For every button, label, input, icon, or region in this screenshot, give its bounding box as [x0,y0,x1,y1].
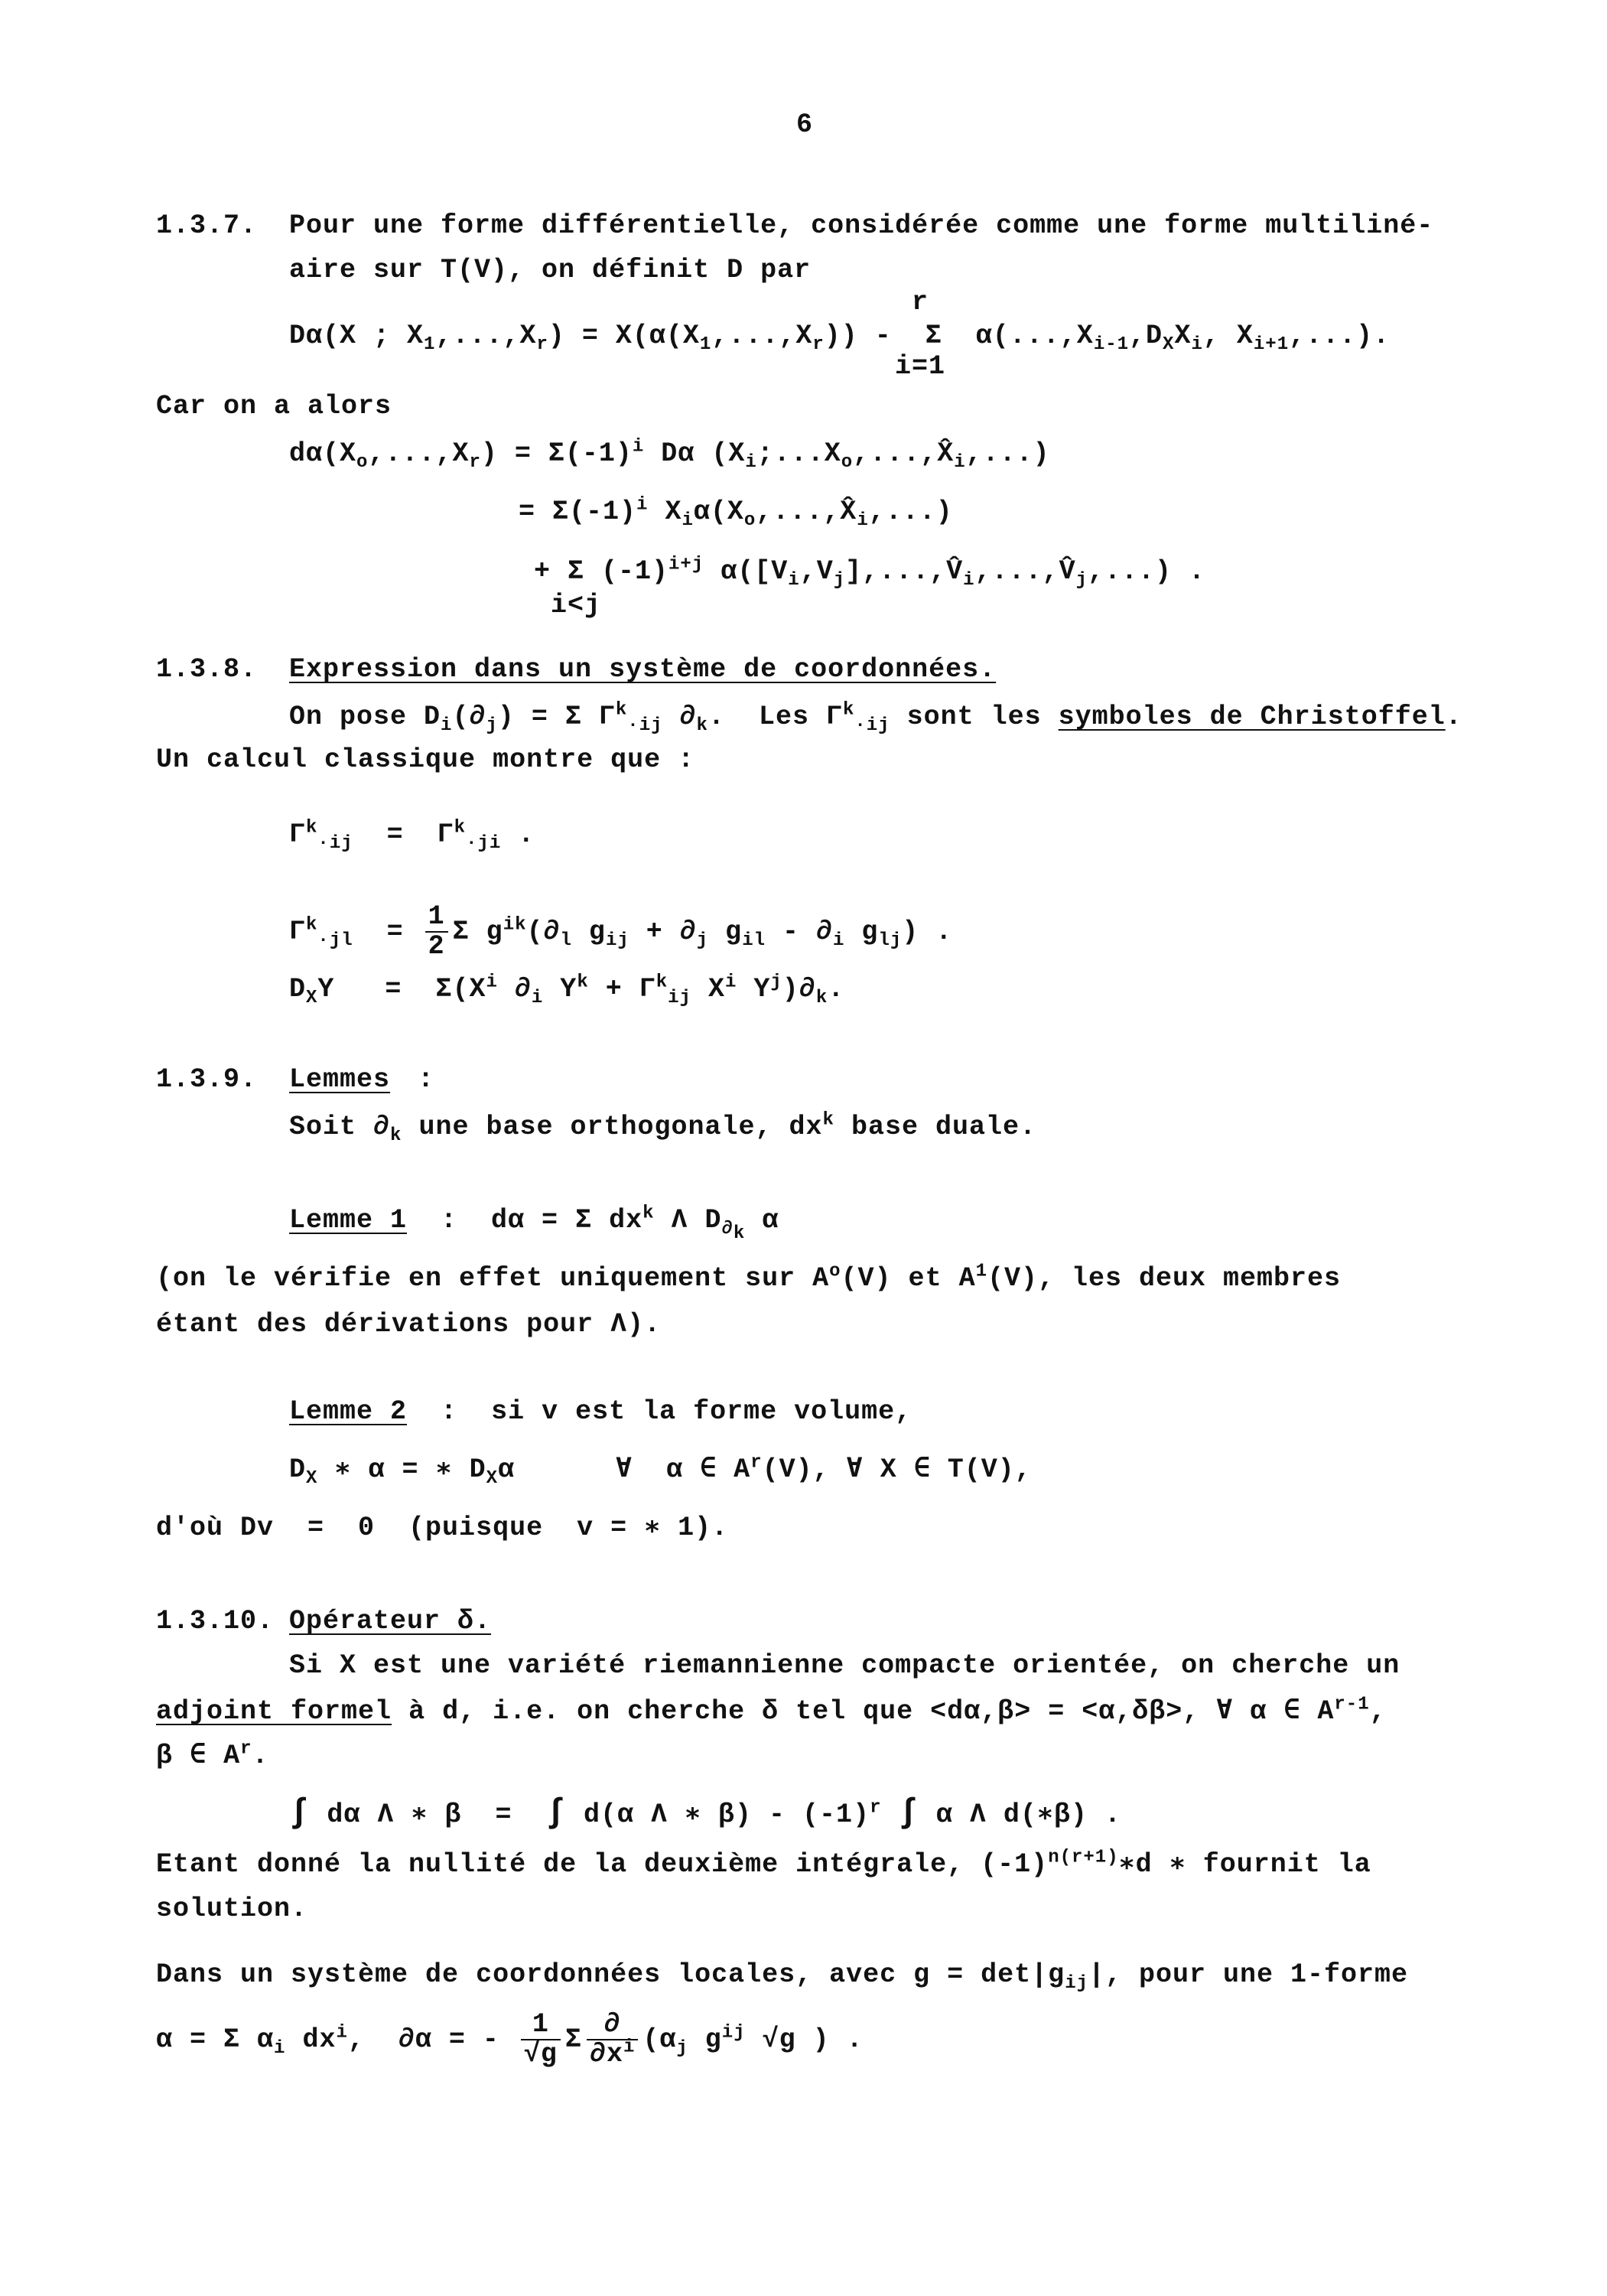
sum-upper-r: r [912,287,929,318]
solution-word: solution. [156,1894,308,1924]
codifferential-formula: α = Σ $\alpha_i$ $dx^i$, ∂α = - $\frac{1}{√g}$ Σ $\frac{\partial}{\partial x^i}$ ($\alpha_j$ $g^{ij}$ √g ) . [156,2009,864,2070]
section-1-3-9-title: Lemmes [289,1064,391,1095]
christoffel-definition: On pose $D_i(\partial_j) = \Sigma$ $\Gamma^k_{\cdot ij}$ $\partial_k$. Les $\Gamma^k_{\cdot ij}$ sont les symboles de Christoffel. [289,699,1462,736]
adjoint-formel-term: adjoint formel [156,1696,392,1727]
section-1-3-9-number: 1.3.9. [156,1064,258,1095]
section-1-3-8-title: Expression dans un système de coordonnées. [289,654,997,685]
orthogonal-basis-line: Soit $\partial_k$ une base orthogonale, $dx^k$ base duale. [289,1109,1036,1146]
page-number: 6 [796,109,814,140]
section-1-3-10-line-1: Si X est une variété riemannienne compacte orientée, on cherche un [289,1650,1400,1681]
lemme-2-label: Lemme 2 [289,1396,408,1427]
section-1-3-7-line-2: aire sur T(V), on définit D par [289,255,812,285]
hodge-commutation: $D_X$ ∗ α = ∗ $D_X\alpha$ ∀ α ∈ $A^r(V)$, ∀ X ∈ T(V), [289,1452,1032,1489]
section-1-3-7-number: 1.3.7. [156,210,258,241]
adjoint-line: adjoint formel à d, i.e. on cherche δ tel que <dα,β> = <α,δβ>, ∀ α ∈ $A^{r-1}$, [156,1694,1387,1727]
etant-end: ∗d ∗ fournit la [1118,1849,1371,1880]
sum-lower-i-less-j: i<j [551,590,602,620]
etant-donne-line: Etant donné la nullité de la deuxième intégrale, $(-1)^{n(r+1)}∗d$ ∗ fournit la [156,1847,1371,1880]
christoffel-symbols-term: symboles de Christoffel [1058,702,1446,732]
lemme-2-text: si v est la forme volume, [491,1396,912,1427]
covariant-derivative-formula: $D_XY = \Sigma(X^i$ $\partial_i$ $Y^k + \Gamma^k_{ij}$ $X^i$ $Y^j)\partial_k$. [289,972,845,1008]
local-coordinates-line: Dans un système de coordonnées locales, avec $g = \det|g_{ij}|$, pour une 1-forme [156,1959,1409,1994]
lemme-1-label: Lemme 1 [289,1205,408,1236]
section-1-3-8-number: 1.3.8. [156,654,258,685]
lemme-1-note-line-1: (on le vérifie en effet uniquement sur $A^o(V)$ et $A^1(V)$, les deux membres [156,1261,1342,1294]
equation-D-alpha: Dα(X ; $X_1,...,X_r) = X(\alpha(X_1,...,X_r)) - \Sigma$ $\alpha(...,X_{i-1},D_XX_i$, $X_{i+1}$,...). [289,321,1391,355]
lemme-1-note-line-2: étant des dérivations pour Λ). [156,1309,662,1340]
lemme-1-line: Lemme 1 : dα = Σ $dx^k$ Λ $D_{\partial_k}$ α [289,1203,779,1244]
section-1-3-7-line-1: Pour une forme différentielle, considérée comme une forme multiliné- [289,210,1434,241]
gamma-symmetry: $\Gamma^k_{\cdot ij} = \Gamma^k_{\cdot ji}$ . [289,817,535,854]
beta-in-Ar: β ∈ $A^r$. [156,1738,269,1771]
section-1-3-10-number: 1.3.10. [156,1606,275,1637]
sum-lower-i1: i=1 [895,351,946,382]
equation-d-alpha-1: $d\alpha(X_o,...,X_r) = \Sigma(-1)^i$ Dα $(X_i;...X_o,...,X̂_i,...)$ [289,436,1050,473]
section-1-3-10-title: Opérateur δ. [289,1606,492,1637]
integration-by-parts: ∫ dα Λ ∗ β = ∫ d(α Λ ∗ $\beta) - (-1)^r$ ∫ α Λ d(∗β) . [289,1794,1122,1832]
dv-zero-line: d'où Dv = 0 (puisque v = ∗ 1). [156,1513,729,1543]
lemmes-colon: : [418,1064,435,1095]
local-coordinates-text: Dans un système de coordonnées locales, avec g = det|g [156,1959,1065,1990]
lemme-1-note-text: (on le vérifie en effet uniquement sur A [156,1263,830,1294]
gamma-formula: $\Gamma^k_{\cdot jl}$ = $\frac{1}{2}$ Σ $g^{ik}(\partial_l$ $g_{ij} + \partial_j$ $g_{il} - \partial_i$ $g_{lj}$) . [289,901,953,962]
equation-d-alpha-2: = $\Sigma(-1)^i$ $X_i\alpha(X_o,...,X̂_i,...)$ [519,494,953,531]
lemme-2-line: Lemme 2 : si v est la forme volume, [289,1396,912,1427]
equation-d-alpha-3: + Σ $(-1)^{i+j}$ $\alpha([V_i,V_j],...,V̂_i,...,V̂_j,...)$ . [534,554,1206,591]
car-on-a-alors: Car on a alors [156,391,392,422]
calcul-classique: Un calcul classique montre que : [156,744,695,775]
